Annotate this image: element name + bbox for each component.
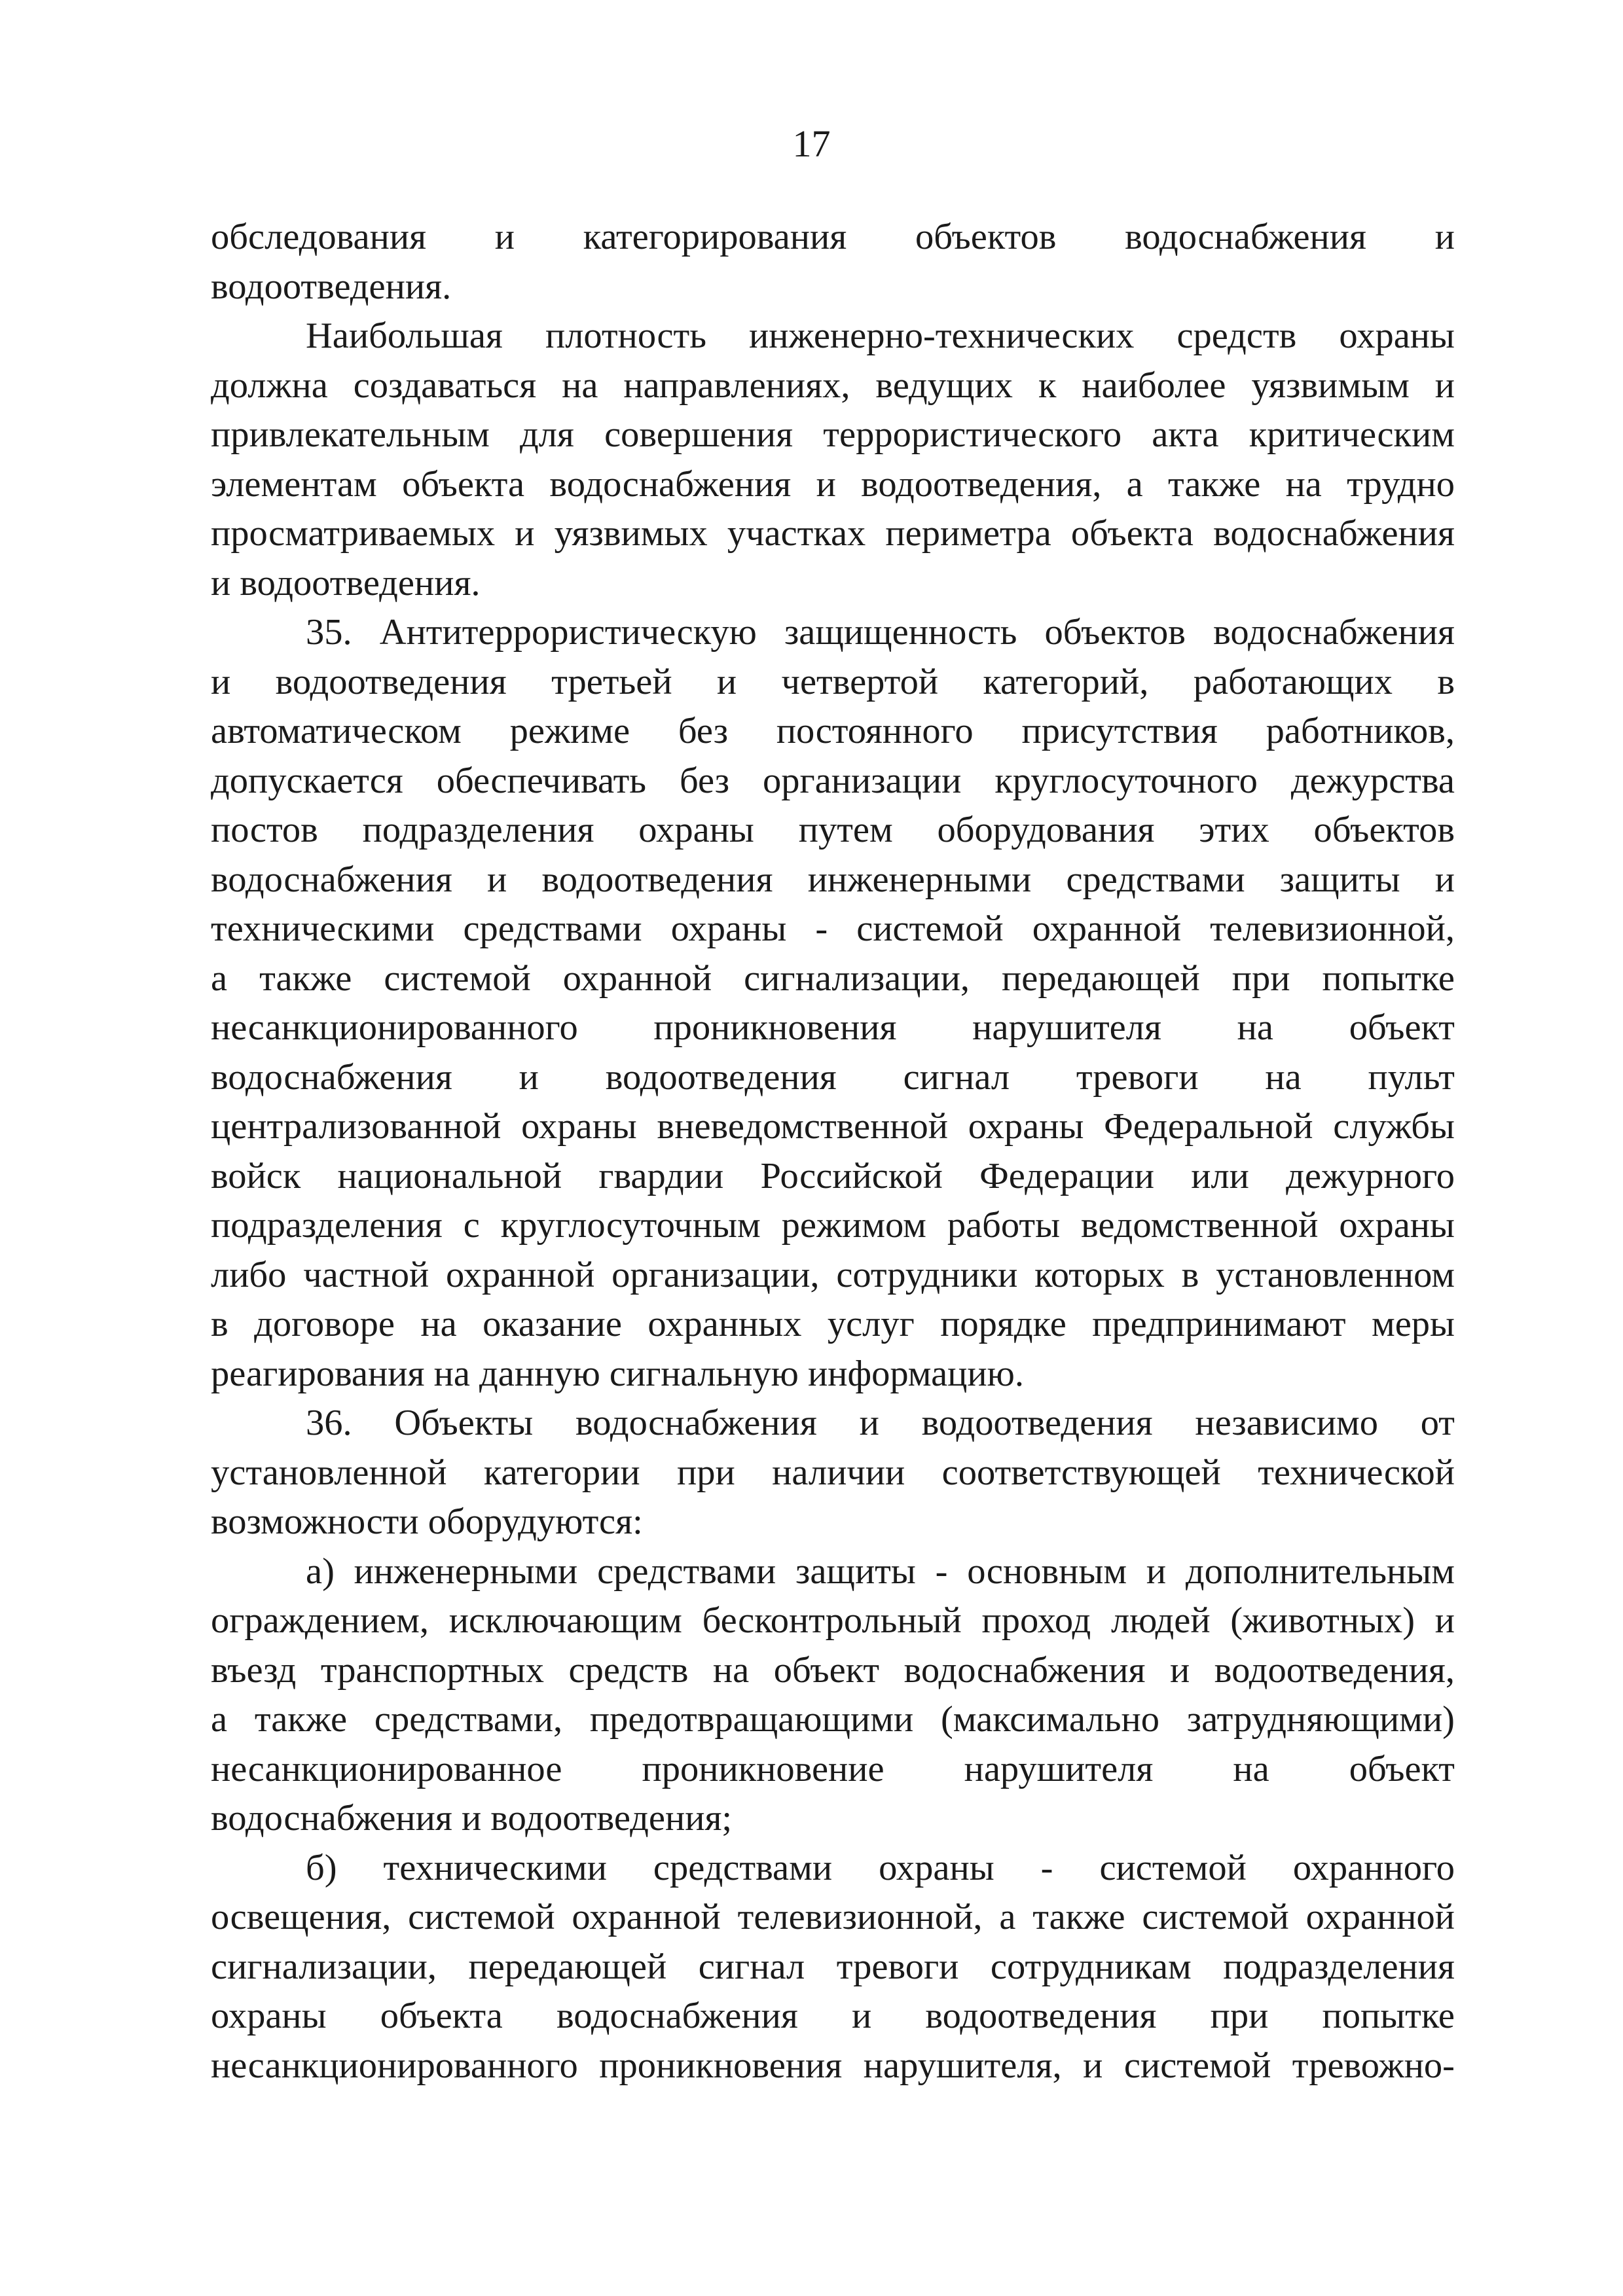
text-line: а) инженерными средствами защиты - основным и дополнительным [306,1551,1455,1592]
text-line: несанкционированного проникновения нарушителя, и системой тревожно- [211,2045,1455,2086]
text-line: либо частной охранной организации, сотрудники которых в установленном [211,1254,1455,1295]
text-line: сигнализации, передающей сигнал тревоги сотрудникам подразделения [211,1946,1455,1987]
text-line: реагирования на данную сигнальную информацию. [211,1353,1024,1394]
text-line: в договоре на оказание охранных услуг порядке предпринимают меры [211,1304,1455,1344]
text-line: 35. Антитеррористическую защищенность объектов водоснабжения [306,612,1455,653]
text-line: централизованной охраны вневедомственной охраны Федеральной службы [211,1106,1455,1147]
text-line: Наибольшая плотность инженерно-технических средств охраны [306,315,1455,356]
text-line: и водоотведения третьей и четвертой категорий, работающих в [211,661,1455,702]
text-line: подразделения с круглосуточным режимом работы ведомственной охраны [211,1205,1455,1246]
text-line: водоотведения. [211,266,452,307]
text-line: элементам объекта водоснабжения и водоотведения, а также на трудно [211,463,1455,505]
text-line: привлекательным для совершения террористического акта критическим [211,414,1455,455]
text-line: несанкционированного проникновения нарушителя на объект [211,1007,1455,1048]
text-line: постов подразделения охраны путем оборудования этих объектов [211,810,1455,850]
text-line: 36. Объекты водоснабжения и водоотведения независимо от [306,1403,1455,1443]
text-line: въезд транспортных средств на объект водоснабжения и водоотведения, [211,1649,1455,1691]
text-line: ограждением, исключающим бесконтрольный проход людей (животных) и [211,1600,1455,1641]
text-line: техническими средствами охраны - системой охранной телевизионной, [211,908,1455,949]
text-line: б) техническими средствами охраны - системой охранного [306,1847,1455,1888]
text-line: и водоотведения. [211,562,481,603]
text-line: несанкционированное проникновение нарушителя на объект [211,1748,1455,1789]
text-line: должна создаваться на направлениях, ведущих к наиболее уязвимым и [211,365,1455,406]
text-line: возможности оборудуются: [211,1501,643,1542]
text-line: а также системой охранной сигнализации, передающей при попытке [211,958,1455,999]
text-line: просматриваемых и уязвимых участках периметра объекта водоснабжения [211,513,1455,554]
text-line: охраны объекта водоснабжения и водоотведения при попытке [211,1996,1455,2036]
text-line: установленной категории при наличии соответствующей технической [211,1452,1455,1493]
document-body [211,213,1455,2090]
text-line: водоснабжения и водоотведения сигнал тревоги на пульт [211,1056,1455,1098]
text-line: автоматическом режиме без постоянного присутствия работников, [211,711,1455,751]
text-line: войск национальной гвардии Российской Федерации или дежурного [211,1155,1455,1196]
text-line: водоснабжения и водоотведения инженерными средствами защиты и [211,859,1455,900]
text-line: водоснабжения и водоотведения; [211,1798,733,1839]
page-number: 17 [792,122,831,165]
text-line: освещения, системой охранной телевизионной, а также системой охранной [211,1897,1455,1937]
text-line: допускается обеспечивать без организации круглосуточного дежурства [211,760,1455,801]
text-line: обследования и категорирования объектов водоснабжения и [211,217,1455,257]
text-line: а также средствами, предотвращающими (максимально затрудняющими) [211,1699,1455,1740]
